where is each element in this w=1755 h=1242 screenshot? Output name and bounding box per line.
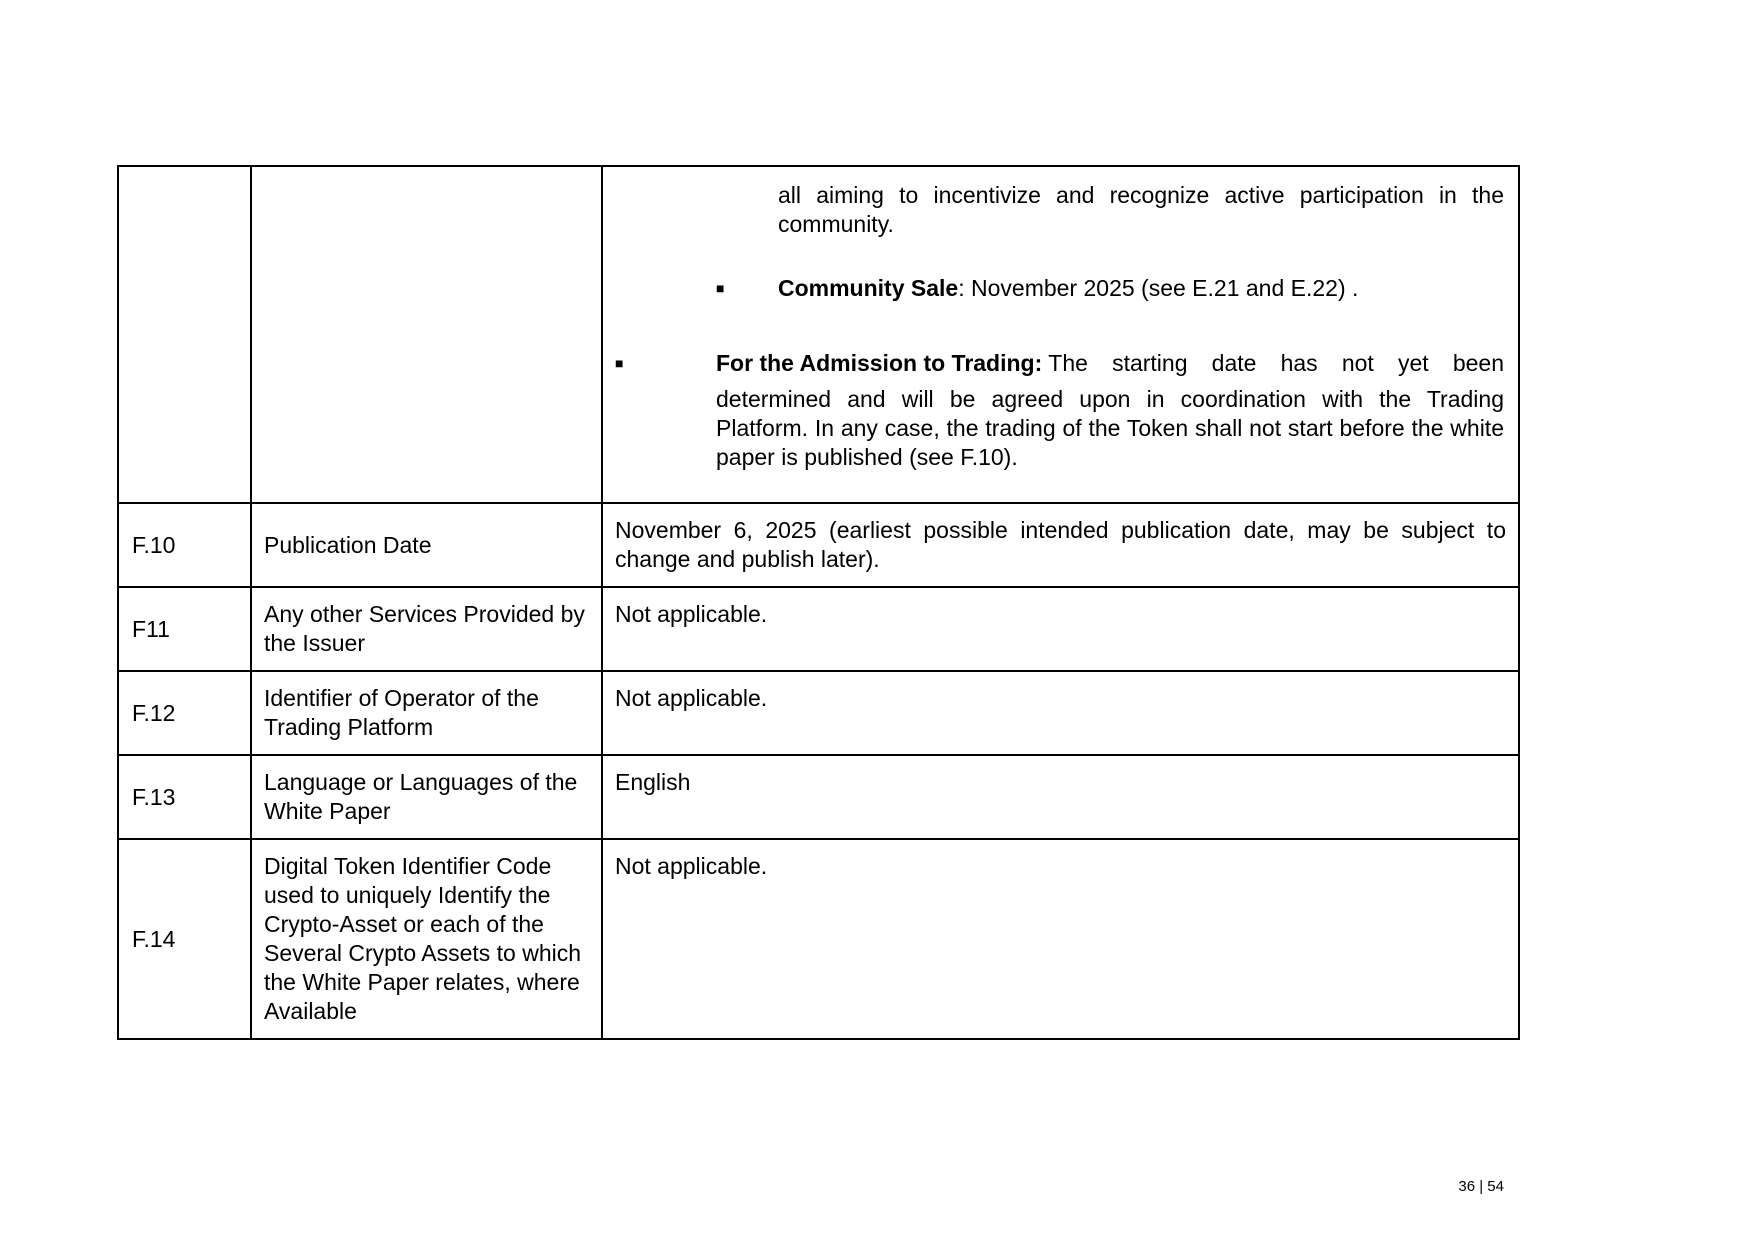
value-cell: English — [602, 755, 1519, 839]
admission-first-line — [716, 349, 1504, 378]
admission-label: For the Admission to Trading: — [716, 350, 1043, 376]
field-cell: Publication Date — [251, 503, 602, 587]
table-row-continuation — [118, 166, 1519, 503]
bullet-square-icon: ■ — [716, 280, 725, 296]
ref-cell: F.10 — [118, 503, 251, 587]
ref-cell: F.12 — [118, 671, 251, 755]
community-sale-label: Community Sale — [778, 275, 959, 301]
incentive-paragraph: all aiming to incentivize and recognize active participation in the community. — [778, 182, 1504, 237]
table-row — [118, 587, 1519, 671]
table-row — [118, 503, 1519, 587]
page-number: 36 | 54 — [1458, 1178, 1504, 1195]
content-cell — [602, 166, 1519, 503]
field-cell: Digital Token Identifier Code used to uniquely Identify the Crypto-Asset or each of the Several Crypto Assets to which the White Paper relates, where Available — [251, 839, 602, 1039]
field-cell: Language or Languages of the White Paper — [251, 755, 602, 839]
field-cell: Any other Services Provided by the Issuer — [251, 587, 602, 671]
value-cell: Not applicable. — [602, 587, 1519, 671]
ref-cell: F.13 — [118, 755, 251, 839]
value-cell: November 6, 2025 (earliest possible intended publication date, may be subject to change and publish later). — [602, 503, 1519, 587]
ref-cell: F11 — [118, 587, 251, 671]
admission-text-line1: The starting date has not yet been — [1048, 350, 1504, 376]
bullet-square-icon: ■ — [615, 355, 624, 371]
field-cell-empty — [251, 166, 602, 503]
table-row — [118, 755, 1519, 839]
community-sale-text: : November 2025 (see E.21 and E.22) . — [958, 275, 1359, 301]
value-cell: Not applicable. — [602, 839, 1519, 1039]
table-row — [118, 671, 1519, 755]
community-sale-bullet — [615, 274, 1504, 303]
admission-bullet — [615, 349, 1504, 472]
white-paper-table — [117, 165, 1520, 1040]
admission-text-rest: determined and will be agreed upon in coordination with the Trading Platform. In any case, the trading of the Token shall not start before the white paper is published (see F.10). — [716, 386, 1504, 470]
ref-cell: F.14 — [118, 839, 251, 1039]
ref-cell-empty — [118, 166, 251, 503]
field-cell: Identifier of Operator of the Trading Platform — [251, 671, 602, 755]
value-cell: Not applicable. — [602, 671, 1519, 755]
table-row — [118, 839, 1519, 1039]
